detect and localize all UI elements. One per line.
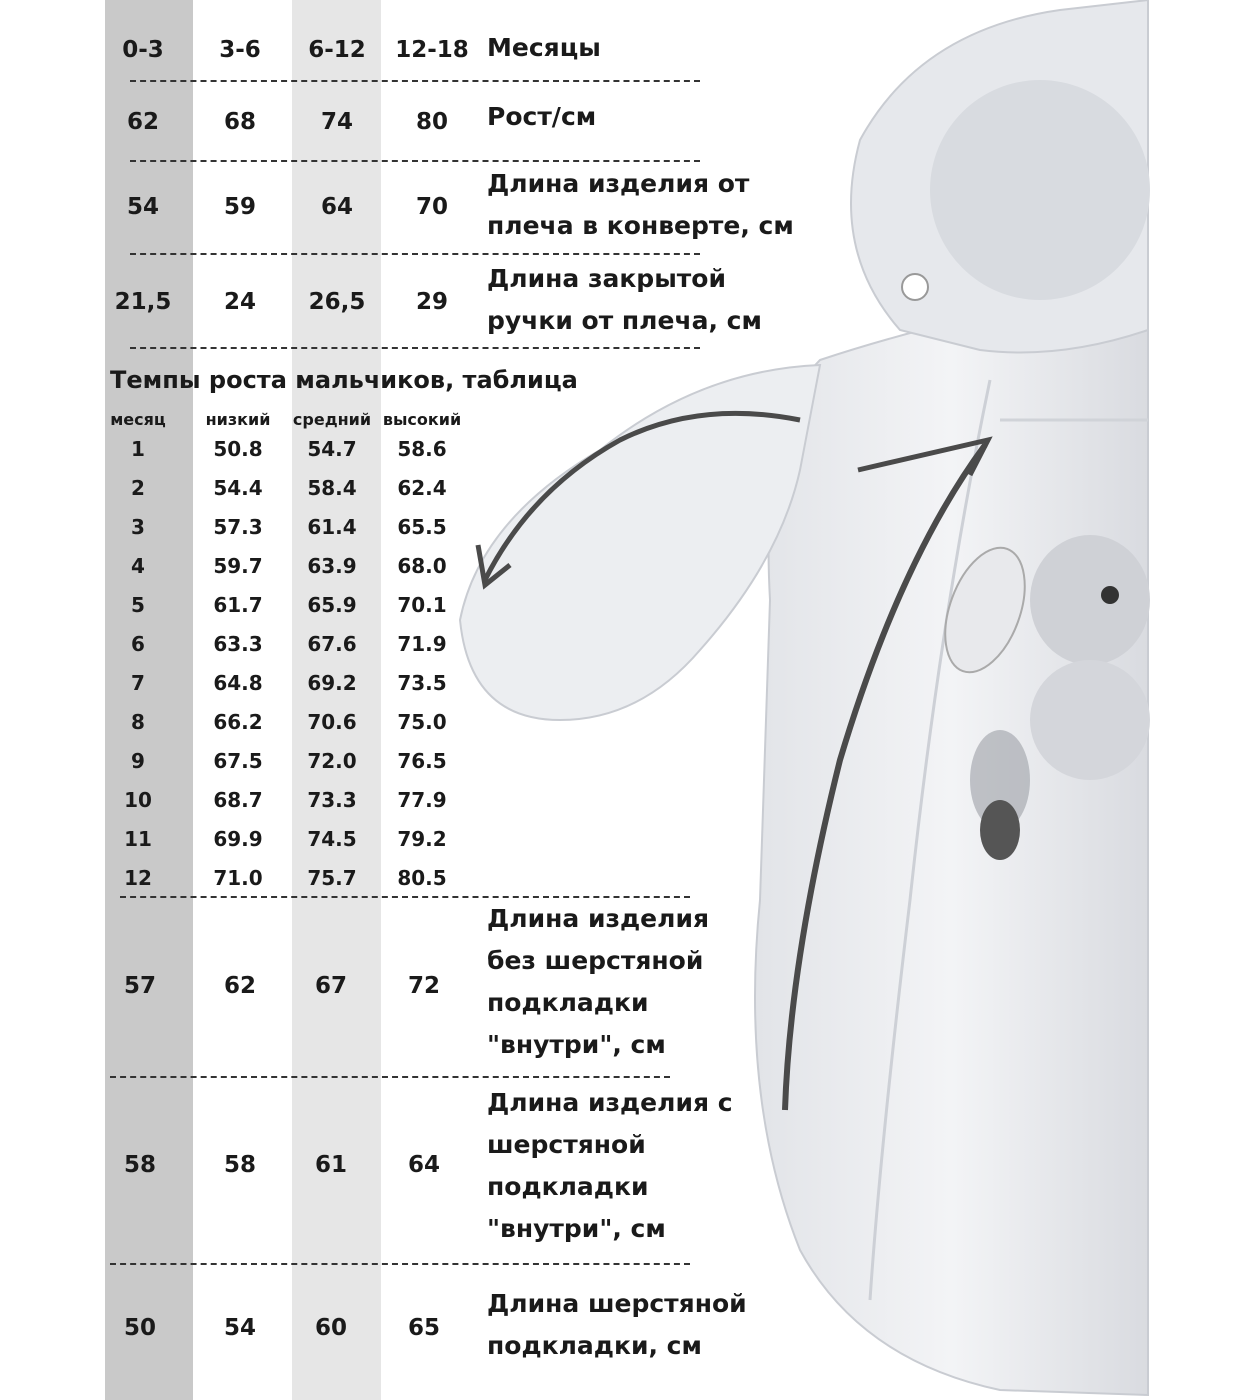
growth-cell: 65.9 (307, 593, 357, 617)
growth-cell: 9 (131, 749, 145, 773)
growth-cell: 66.2 (213, 710, 263, 734)
growth-cell: 58.4 (307, 476, 357, 500)
row-label: ручки от плеча, см (487, 306, 762, 335)
divider-line (110, 1076, 670, 1078)
growth-cell: 68.7 (213, 788, 263, 812)
row-label: подкладки (487, 1172, 649, 1201)
size-value: 64 (407, 1152, 441, 1178)
growth-cell: 12 (124, 866, 152, 890)
size-value: 70 (415, 194, 449, 220)
growth-cell: 4 (131, 554, 145, 578)
size-value: 74 (320, 109, 354, 135)
growth-cell: 73.5 (397, 671, 447, 695)
growth-cell: 71.0 (213, 866, 263, 890)
size-value: 62 (223, 973, 257, 999)
growth-cell: 67.5 (213, 749, 263, 773)
growth-cell: 79.2 (397, 827, 447, 851)
age-range-header: 0-3 (122, 37, 164, 63)
size-value: 59 (223, 194, 257, 220)
growth-cell: 54.7 (307, 437, 357, 461)
growth-cell: 75.7 (307, 866, 357, 890)
size-value: 54 (126, 194, 160, 220)
growth-cell: 76.5 (397, 749, 447, 773)
size-value: 57 (123, 973, 157, 999)
growth-cell: 11 (124, 827, 152, 851)
row-label: Рост/см (487, 102, 597, 131)
growth-cell: 70.1 (397, 593, 447, 617)
growth-cell: 75.0 (397, 710, 447, 734)
row-label: Длина изделия (487, 904, 710, 933)
growth-cell: 65.5 (397, 515, 447, 539)
growth-cell: 61.7 (213, 593, 263, 617)
growth-cell: 58.6 (397, 437, 447, 461)
growth-table-title: Темпы роста мальчиков, таблица (110, 366, 578, 394)
growth-cell: 63.3 (213, 632, 263, 656)
size-value: 58 (123, 1152, 157, 1178)
growth-header: средний (292, 410, 372, 429)
growth-cell: 59.7 (213, 554, 263, 578)
row-label: Длина шерстяной (487, 1289, 747, 1318)
row-label: Длина закрытой (487, 264, 726, 293)
growth-cell: 7 (131, 671, 145, 695)
growth-cell: 68.0 (397, 554, 447, 578)
divider-line (130, 160, 700, 162)
size-value: 60 (314, 1315, 348, 1341)
divider-line (110, 1263, 690, 1265)
size-value: 54 (223, 1315, 257, 1341)
size-value: 64 (320, 194, 354, 220)
size-value: 80 (415, 109, 449, 135)
size-value: 29 (415, 289, 449, 315)
growth-cell: 6 (131, 632, 145, 656)
growth-cell: 50.8 (213, 437, 263, 461)
growth-cell: 54.4 (213, 476, 263, 500)
size-value: 50 (123, 1315, 157, 1341)
growth-cell: 67.6 (307, 632, 357, 656)
size-value: 72 (407, 973, 441, 999)
growth-cell: 72.0 (307, 749, 357, 773)
growth-cell: 80.5 (397, 866, 447, 890)
size-value: 62 (126, 109, 160, 135)
size-value: 68 (223, 109, 257, 135)
growth-header: месяц (110, 410, 166, 429)
row-label: Длина изделия с (487, 1088, 733, 1117)
growth-cell: 73.3 (307, 788, 357, 812)
growth-cell: 5 (131, 593, 145, 617)
divider-line (130, 253, 700, 255)
growth-header: высокий (382, 410, 462, 429)
growth-cell: 8 (131, 710, 145, 734)
growth-cell: 77.9 (397, 788, 447, 812)
growth-cell: 63.9 (307, 554, 357, 578)
row-label: Длина изделия от (487, 169, 750, 198)
size-value: 58 (223, 1152, 257, 1178)
row-label: подкладки (487, 988, 649, 1017)
months-label: Месяцы (487, 33, 601, 62)
divider-line (130, 80, 700, 82)
size-value: 24 (223, 289, 257, 315)
row-label: подкладки, см (487, 1331, 702, 1360)
growth-cell: 62.4 (397, 476, 447, 500)
row-label: плеча в конверте, см (487, 211, 794, 240)
row-label: шерстяной (487, 1130, 646, 1159)
growth-cell: 69.9 (213, 827, 263, 851)
size-value: 21,5 (114, 289, 172, 315)
row-label: "внутри", см (487, 1030, 666, 1059)
row-label: "внутри", см (487, 1214, 666, 1243)
growth-cell: 70.6 (307, 710, 357, 734)
growth-header: низкий (205, 410, 271, 429)
growth-cell: 71.9 (397, 632, 447, 656)
row-label: без шерстяной (487, 946, 704, 975)
growth-cell: 10 (124, 788, 152, 812)
growth-cell: 74.5 (307, 827, 357, 851)
size-value: 65 (407, 1315, 441, 1341)
growth-cell: 64.8 (213, 671, 263, 695)
size-value: 61 (314, 1152, 348, 1178)
growth-cell: 2 (131, 476, 145, 500)
growth-cell: 1 (131, 437, 145, 461)
size-value: 26,5 (308, 289, 366, 315)
divider-line (130, 347, 700, 349)
age-range-header: 3-6 (219, 37, 261, 63)
growth-cell: 3 (131, 515, 145, 539)
age-range-header: 6-12 (308, 37, 366, 63)
size-value: 67 (314, 973, 348, 999)
age-range-header: 12-18 (395, 37, 469, 63)
growth-cell: 61.4 (307, 515, 357, 539)
growth-cell: 57.3 (213, 515, 263, 539)
growth-cell: 69.2 (307, 671, 357, 695)
